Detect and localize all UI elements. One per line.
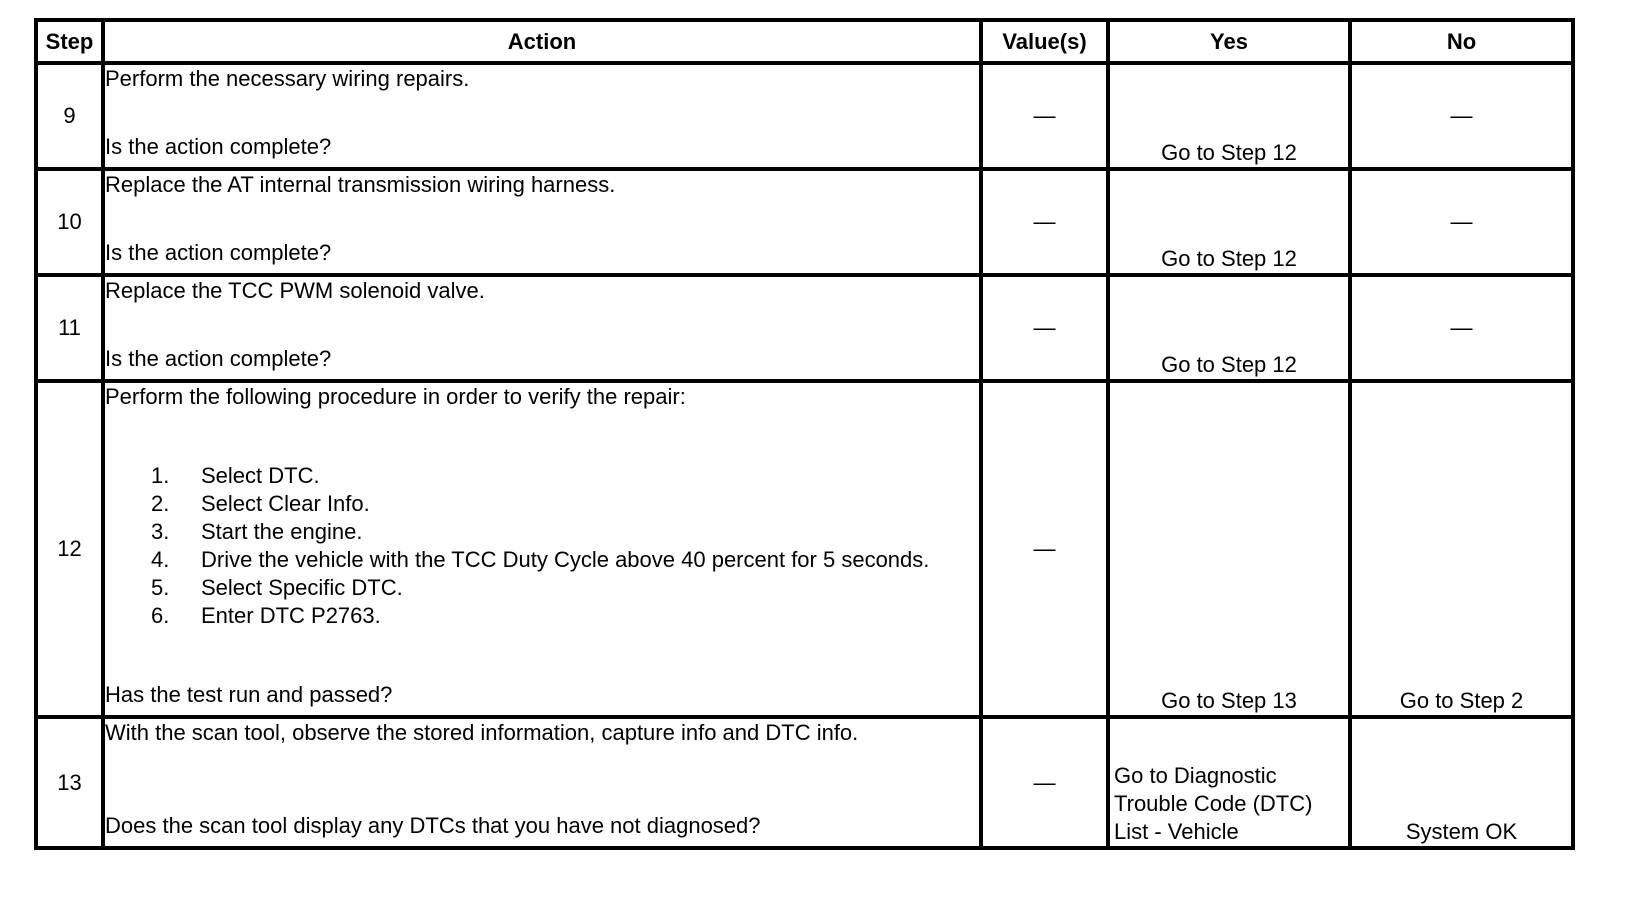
procedure-item xyxy=(151,602,979,630)
table-row xyxy=(36,63,1573,169)
action-cell xyxy=(103,717,981,848)
header-step: Step xyxy=(36,20,103,63)
action-question: Is the action complete? xyxy=(105,134,332,159)
header-row xyxy=(36,20,1573,63)
procedure-list xyxy=(105,462,979,630)
no-cell: — xyxy=(1350,169,1573,275)
header-action: Action xyxy=(103,20,981,63)
action-text: With the scan tool, observe the stored information, capture info and DTC info. xyxy=(105,720,859,745)
yes-link-line: Go to Diagnostic xyxy=(1114,763,1277,788)
procedure-item-text: Select Clear Info. xyxy=(201,491,370,516)
action-question: Has the test run and passed? xyxy=(105,682,393,707)
action-text: Replace the AT internal transmission wiring harness. xyxy=(105,172,616,197)
no-cell: — xyxy=(1350,275,1573,381)
table-row xyxy=(36,381,1573,717)
header-no: No xyxy=(1350,20,1573,63)
procedure-item-text: Drive the vehicle with the TCC Duty Cycle above 40 percent for 5 seconds. xyxy=(201,547,930,572)
value-cell: — xyxy=(981,381,1108,717)
procedure-item-text: Select DTC. xyxy=(201,463,320,488)
action-question: Is the action complete? xyxy=(105,240,332,265)
procedure-item xyxy=(151,574,979,602)
action-cell xyxy=(103,63,981,169)
step-number: 13 xyxy=(36,717,103,848)
step-number: 9 xyxy=(36,63,103,169)
no-cell: Go to Step 2 xyxy=(1350,381,1573,717)
yes-cell: Go to Step 12 xyxy=(1108,169,1350,275)
procedure-item-number: 6. xyxy=(151,603,170,628)
procedure-item-number: 1. xyxy=(151,463,170,488)
step-number: 10 xyxy=(36,169,103,275)
action-text: Perform the necessary wiring repairs. xyxy=(105,66,470,91)
step-number: 11 xyxy=(36,275,103,381)
procedure-item xyxy=(151,490,979,518)
value-cell: — xyxy=(981,63,1108,169)
yes-link-line: List - Vehicle xyxy=(1114,819,1239,844)
procedure-item-number: 2. xyxy=(151,491,170,516)
header-values: Value(s) xyxy=(981,20,1108,63)
procedure-item-text: Start the engine. xyxy=(201,519,363,544)
step-number: 12 xyxy=(36,381,103,717)
action-question: Is the action complete? xyxy=(105,346,332,371)
procedure-item xyxy=(151,546,979,574)
action-text: Perform the following procedure in order to verify the repair: xyxy=(105,384,686,409)
procedure-item-text: Enter DTC P2763. xyxy=(201,603,381,628)
value-cell: — xyxy=(981,717,1108,848)
value-cell: — xyxy=(981,275,1108,381)
action-cell xyxy=(103,275,981,381)
action-cell xyxy=(103,381,981,717)
yes-link-line: Trouble Code (DTC) xyxy=(1114,791,1313,816)
procedure-item xyxy=(151,462,979,490)
no-cell: — xyxy=(1350,63,1573,169)
procedure-item-text: Select Specific DTC. xyxy=(201,575,403,600)
action-question: Does the scan tool display any DTCs that you have not diagnosed? xyxy=(105,813,761,838)
yes-cell xyxy=(1108,717,1350,848)
procedure-item-number: 4. xyxy=(151,547,170,572)
procedure-item-number: 5. xyxy=(151,575,170,600)
procedure-item xyxy=(151,518,979,546)
procedure-item-number: 3. xyxy=(151,519,170,544)
yes-cell: Go to Step 13 xyxy=(1108,381,1350,717)
table-row xyxy=(36,275,1573,381)
action-text: Replace the TCC PWM solenoid valve. xyxy=(105,278,485,303)
yes-cell: Go to Step 12 xyxy=(1108,63,1350,169)
header-yes: Yes xyxy=(1108,20,1350,63)
table-row xyxy=(36,169,1573,275)
table-row xyxy=(36,717,1573,848)
value-cell: — xyxy=(981,169,1108,275)
yes-cell: Go to Step 12 xyxy=(1108,275,1350,381)
action-cell xyxy=(103,169,981,275)
no-cell: System OK xyxy=(1350,717,1573,848)
diagnostic-table xyxy=(34,18,1575,850)
